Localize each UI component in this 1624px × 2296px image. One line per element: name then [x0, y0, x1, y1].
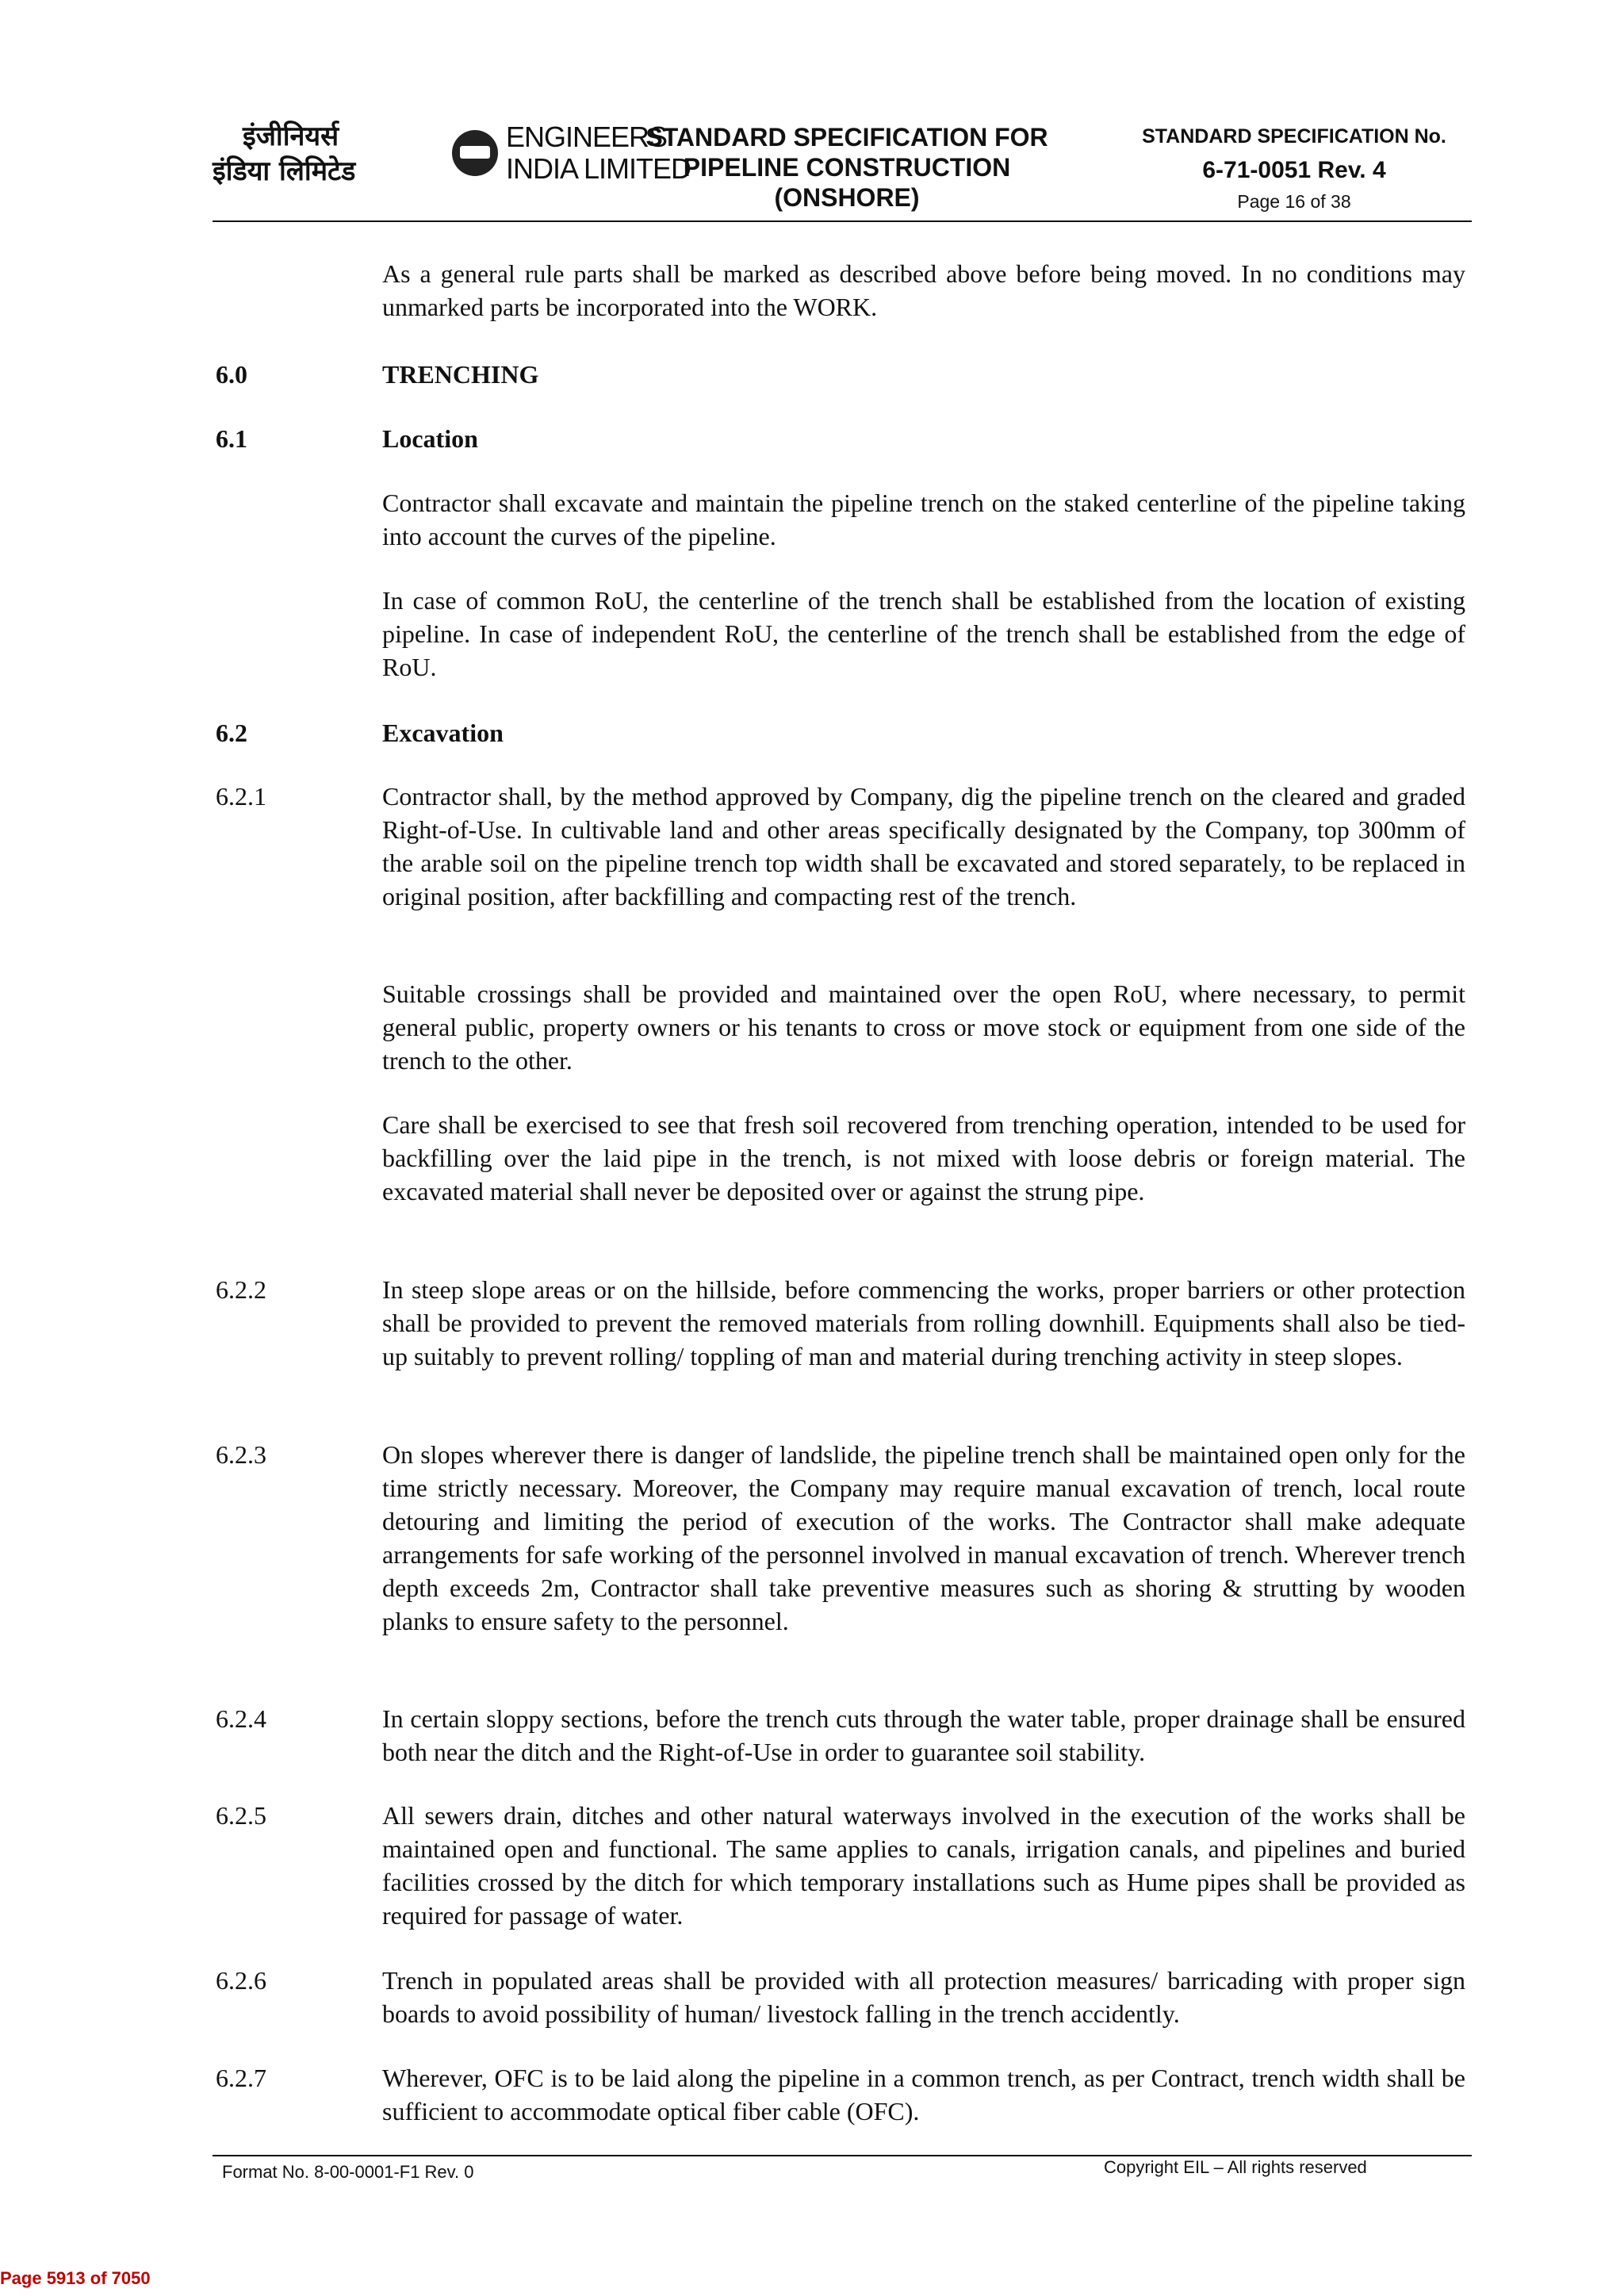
clause-6-2-1-text: Contractor shall, by the method approved by Company, dig the pipeline trench on the cleared and graded Right-of-Use. In cultivable land and other areas specifically designated by the Company, top 300mm of the arable soil on the pipeline trench top width shall be excavated and stored separately, to be replaced in original position, after backfilling and compacting rest of the trench. — [382, 782, 1465, 910]
location-paragraph-2: In case of common RoU, the centerline of the trench shall be established from the location of existing pipeline. In case of independent RoU, the centerline of the trench shall be established from the edge of RoU. — [382, 586, 1465, 681]
title-line-2: PIPELINE CONSTRUCTION — [683, 153, 1011, 182]
eil-logo — [213, 119, 691, 214]
section-heading-location: Location — [382, 424, 478, 453]
section-heading-trenching: TRENCHING — [382, 360, 539, 389]
clause-6-2-1-paragraph-3: Care shall be exercised to see that fresh soil recovered from trenching operation, intended to be used for backfilling over the laid pipe in the trench, is not mixed with loose debris or foreign material. The excavated material shall never be deposited over or against the strung pipe. — [382, 1110, 1465, 1205]
spec-number-label: STANDARD SPECIFICATION No. — [1142, 125, 1446, 148]
section-heading-excavation: Excavation — [382, 719, 504, 747]
clause-number-6-2-1: 6.2.1 — [216, 782, 266, 811]
format-number: Format No. 8-00-0001-F1 Rev. 0 — [222, 2162, 474, 2182]
document-title — [625, 122, 1069, 213]
clause-number-6-2-3: 6.2.3 — [216, 1440, 266, 1469]
clause-number-6-2-7: 6.2.7 — [216, 2064, 266, 2092]
logo-english-line1: ENGINEERS — [506, 121, 668, 153]
page-stamp: Page 5913 of 7050 — [0, 2268, 151, 2288]
title-line-3: (ONSHORE) — [774, 183, 920, 212]
clause-6-2-3-text: On slopes wherever there is danger of landslide, the pipeline trench shall be maintained open only for the time strictly necessary. Moreover, the Company may require manual excavation of trench, local route detouring and limiting the period of execution of the works. The Contractor shall make adequate arrangements for safe working of the personnel involved in manual excavation of trench. Wherever trench depth exceeds 2m, Contractor shall take preventive measures such as shoring & strutting by wooden planks to ensure safety to the personnel. — [382, 1440, 1465, 1635]
clause-6-2-2-text: In steep slope areas or on the hillside, before commencing the works, proper barriers or other protection shall be provided to prevent the removed materials from rolling downhill. Equipments shall also be tied-up suitably to prevent rolling/ toppling of man and material during trenching activity in steep slopes. — [382, 1275, 1465, 1370]
title-line-1: STANDARD SPECIFICATION FOR — [645, 123, 1048, 151]
clause-number-6-2-2: 6.2.2 — [216, 1275, 266, 1304]
page-number: Page 16 of 38 — [1237, 191, 1351, 212]
spec-number: 6-71-0051 Rev. 4 — [1202, 157, 1386, 183]
clause-6-2-4-text: In certain sloppy sections, before the trench cuts through the water table, proper drainage shall be ensured both near the ditch and the Right-of-Use in order to guarantee soil stability. — [382, 1704, 1465, 1766]
header-divider — [213, 220, 1472, 222]
eil-emblem-icon — [452, 130, 498, 176]
location-paragraph-1: Contractor shall excavate and maintain the pipeline trench on the staked centerline of the pipeline taking into account the curves of the pipeline. — [382, 489, 1465, 550]
clause-number-6-2-5: 6.2.5 — [216, 1801, 266, 1830]
clause-6-2-7-text: Wherever, OFC is to be laid along the pipeline in a common trench, as per Contract, trench width shall be sufficient to accommodate optical fiber cable (OFC). — [382, 2064, 1465, 2125]
section-number-6-1: 6.1 — [216, 424, 247, 453]
clause-6-2-1-paragraph-2: Suitable crossings shall be provided and maintained over the open RoU, where necessary, to permit general public, property owners or his tenants to cross or move stock or equipment from one side of the trench to the other. — [382, 979, 1465, 1075]
clause-6-2-5-text: All sewers drain, ditches and other natural waterways involved in the execution of the works shall be maintained open and functional. The same applies to canals, irrigation canals, and pipelines and buried facilities crossed by the ditch for which temporary installations such as Hume pipes shall be provided as required for passage of water. — [382, 1801, 1465, 1930]
clause-6-2-6-text: Trench in populated areas shall be provided with all protection measures/ barricading with proper sign boards to avoid possibility of human/ livestock falling in the trench accidently. — [382, 1966, 1465, 2028]
intro-paragraph: As a general rule parts shall be marked as described above before being moved. In no conditions may unmarked parts be incorporated into the WORK. — [382, 259, 1465, 321]
clause-number-6-2-4: 6.2.4 — [216, 1704, 266, 1733]
logo-hindi-line1: इंजीनियर्स — [243, 121, 339, 152]
logo-hindi-line2: इंडिया लिमिटेड — [213, 155, 356, 187]
section-number-6-2: 6.2 — [216, 719, 247, 747]
section-number-6-0: 6.0 — [216, 360, 247, 389]
logo-english-line2: INDIA LIMITED — [506, 152, 691, 185]
spec-info — [1116, 122, 1472, 213]
clause-number-6-2-6: 6.2.6 — [216, 1966, 266, 1995]
copyright-notice: Copyright EIL – All rights reserved — [1104, 2157, 1367, 2177]
page-header — [213, 119, 1472, 220]
